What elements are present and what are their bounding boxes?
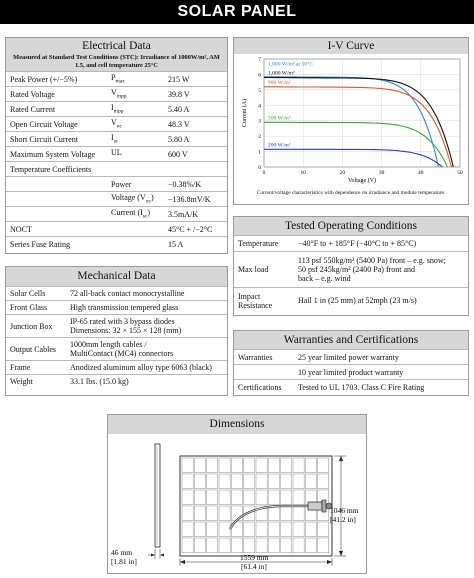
solar-cell xyxy=(268,506,279,521)
warranties-row xyxy=(234,379,468,394)
operating-row xyxy=(234,235,468,251)
electrical-row-symbol xyxy=(111,118,168,130)
mechanical-row-label-line: Output Cables xyxy=(10,344,56,354)
operating-row-value-line: −40°F to + 185°F (−40°C to + 85°C) xyxy=(298,239,417,248)
solar-cell xyxy=(281,474,292,489)
dimensions-header: Dimensions xyxy=(108,415,366,434)
electrical-data-subheader: Measured at Standard Test Conditions (STC): Irradiance of 1000W/m², AM 1.5, and cell temperature 25°C xyxy=(6,54,227,71)
solar-cell xyxy=(207,490,218,505)
solar-cell xyxy=(281,490,292,505)
electrical-row-value: 48.3 V xyxy=(168,119,190,129)
solar-cell xyxy=(182,522,193,537)
iv-y-tick-label: 5 xyxy=(258,87,261,94)
electrical-tail-value: 15 A xyxy=(168,239,184,249)
temp-coefficient-label xyxy=(111,180,168,189)
solar-cell xyxy=(231,538,242,553)
solar-cell xyxy=(281,522,292,537)
operating-conditions-header: Tested Operating Conditions xyxy=(234,217,468,235)
temp-coefficient-label xyxy=(111,208,168,220)
width-in-label: [61.4 in] xyxy=(241,562,267,571)
iv-y-tick-label: 1 xyxy=(258,149,261,156)
warranties-row-label-line: Certifications xyxy=(238,382,282,392)
iv-series-label: 1,000 W/m² xyxy=(267,70,295,77)
electrical-row-value: 5.40 A xyxy=(168,104,190,114)
electrical-row-value: 600 V xyxy=(168,149,188,159)
temp-coefficient-label xyxy=(111,193,168,205)
warranties-row-value xyxy=(294,383,468,392)
solar-cell xyxy=(207,538,218,553)
electrical-row-symbol-sub: oc xyxy=(116,123,122,130)
solar-cell xyxy=(244,522,255,537)
temp-coefficients-row xyxy=(6,161,227,176)
mechanical-row-value-line: 72 all-back contact monocrystalline xyxy=(70,289,185,298)
iv-x-tick-label: 10 xyxy=(300,170,306,176)
warranties-row-value-line: Tested to UL 1703. Class C Fire Rating xyxy=(298,382,425,392)
mechanical-row xyxy=(6,360,227,374)
electrical-row-symbol xyxy=(111,148,168,160)
solar-cell xyxy=(318,522,329,537)
temp-coefficient-row xyxy=(6,206,227,221)
iv-y-tick-label: 7 xyxy=(258,57,261,63)
mechanical-row-label xyxy=(6,322,66,331)
solar-cell xyxy=(256,538,267,553)
height-in-label: [41.2 in] xyxy=(330,515,356,524)
operating-row xyxy=(234,287,468,313)
height-mm-label: 1046 mm xyxy=(330,506,359,515)
electrical-row-symbol xyxy=(111,103,168,115)
panel-side-profile xyxy=(155,444,160,547)
temp-coefficient-row xyxy=(6,176,227,191)
iv-curve-header: I-V Curve xyxy=(234,38,468,54)
temp-coefficients-label: Temperature Coefficients xyxy=(10,164,92,174)
solar-cell xyxy=(305,522,316,537)
mechanical-row-value-line: High transmission tempered glass xyxy=(70,303,179,312)
solar-cell xyxy=(182,458,193,473)
page-title: SOLAR PANEL xyxy=(0,0,474,24)
mechanical-row xyxy=(6,337,227,360)
solar-cell xyxy=(182,474,193,489)
mechanical-row-label-line: Solar Cells xyxy=(10,289,46,298)
solar-cell xyxy=(268,522,279,537)
electrical-row-symbol xyxy=(111,88,168,100)
temp-coefficient-row xyxy=(6,191,227,206)
solar-cell xyxy=(293,506,304,521)
operating-row xyxy=(234,251,468,287)
electrical-tail-row xyxy=(6,221,227,236)
solar-cell xyxy=(318,458,329,473)
solar-cell xyxy=(244,538,255,553)
iv-series-label: 200 W/m² xyxy=(267,142,291,149)
solar-cell xyxy=(182,538,193,553)
mechanical-row-value xyxy=(66,377,227,386)
operating-row-label-line: Impact xyxy=(238,291,261,301)
thickness-in-label: [1.81 in] xyxy=(111,557,137,566)
mechanical-row xyxy=(6,286,227,300)
operating-row-value xyxy=(294,239,468,248)
electrical-row-symbol-main: I xyxy=(111,133,114,143)
iv-series-label: 500 W/m² xyxy=(267,115,291,122)
mechanical-row-label xyxy=(6,289,66,298)
operating-row-label-line: Temperature xyxy=(238,239,279,248)
solar-cell xyxy=(293,522,304,537)
electrical-row-symbol-sub: max xyxy=(115,78,125,85)
electrical-row-symbol-sub: mpp xyxy=(116,93,127,100)
mechanical-row xyxy=(6,300,227,314)
electrical-row-label: Short Circuit Current xyxy=(10,134,78,144)
electrical-row-label: Peak Power (+/−5%) xyxy=(10,74,78,84)
solar-cell xyxy=(293,458,304,473)
electrical-row xyxy=(6,71,227,86)
warranties-header: Warranties and Certifications xyxy=(234,331,468,349)
electrical-row-label: Maximum System Voltage xyxy=(10,149,96,159)
electrical-row-symbol-main: UL xyxy=(111,148,122,158)
solar-cell xyxy=(256,458,267,473)
iv-y-axis-label: Current (A) xyxy=(242,98,248,128)
mechanical-row-value-line: IP-65 rated with 3 bypass diodes xyxy=(70,317,175,326)
temp-coefficient-label-main: Current (I xyxy=(111,208,143,218)
temp-coefficient-label-sub: oc xyxy=(145,198,151,205)
electrical-tail-label: Series Fuse Rating xyxy=(10,239,70,249)
electrical-row xyxy=(6,101,227,116)
solar-cell xyxy=(293,474,304,489)
solar-cell xyxy=(194,538,205,553)
iv-y-tick-label: 6 xyxy=(258,72,261,79)
temp-coefficient-value: −0.38%/K xyxy=(168,179,202,189)
solar-cell xyxy=(194,522,205,537)
solar-cell xyxy=(231,474,242,489)
mechanical-row xyxy=(6,314,227,337)
warranties-row-value-line: 10 year limited product warranty xyxy=(298,367,404,377)
warranties-row-label-line: Warranties xyxy=(238,352,273,362)
mechanical-row-value xyxy=(66,317,227,335)
electrical-row-label: Open Circuit Voltage xyxy=(10,119,78,129)
dimensions-drawing xyxy=(108,434,366,573)
solar-cell xyxy=(305,458,316,473)
electrical-row-symbol xyxy=(111,133,168,145)
electrical-row-symbol-main: P xyxy=(111,73,116,83)
solar-cell xyxy=(305,538,316,553)
iv-y-tick-label: 4 xyxy=(258,103,261,110)
mechanical-row-label xyxy=(6,377,66,386)
warranties-row xyxy=(234,349,468,364)
operating-row-value-line: 50 psf 245kg/m² (2400 Pa) front and xyxy=(298,265,416,274)
solar-cell xyxy=(219,474,230,489)
operating-conditions-panel xyxy=(233,216,469,316)
electrical-row-symbol-main: V xyxy=(111,88,117,98)
mechanical-row-value xyxy=(66,303,227,312)
solar-cell xyxy=(281,506,292,521)
dimensions-panel xyxy=(107,414,367,574)
iv-x-tick-label: 0 xyxy=(262,170,266,176)
solar-cell xyxy=(244,458,255,473)
iv-y-tick-label: 3 xyxy=(258,118,261,125)
electrical-row-symbol-main: V xyxy=(111,118,117,128)
electrical-row xyxy=(6,146,227,161)
mechanical-row-label-line: Front Glass xyxy=(10,303,48,312)
iv-x-axis-label: Voltage (V) xyxy=(347,178,377,184)
solar-cell xyxy=(244,490,255,505)
electrical-row-symbol-sub: sc xyxy=(113,138,119,145)
electrical-row-symbol xyxy=(111,73,168,85)
electrical-tail-value: 45°C + /−2°C xyxy=(168,224,213,234)
mechanical-row-label xyxy=(6,363,66,372)
mechanical-row-value-line: Dimensions: 32 × 155 × 128 (mm) xyxy=(70,326,182,335)
solar-cell xyxy=(268,458,279,473)
temp-coefficient-label-sub: sc xyxy=(142,213,148,220)
warranties-row-value xyxy=(294,353,468,362)
solar-cell xyxy=(194,474,205,489)
solar-cell xyxy=(318,474,329,489)
electrical-tail-row xyxy=(6,236,227,251)
electrical-row-symbol-sub: mpp xyxy=(113,108,124,115)
mechanical-row-value-line: 33.1 lbs. (15.0 kg) xyxy=(70,377,129,386)
iv-y-tick-label: 2 xyxy=(258,134,261,141)
solar-cell xyxy=(207,474,218,489)
electrical-row xyxy=(6,86,227,101)
solar-cell xyxy=(219,538,230,553)
electrical-row-label: Rated Current xyxy=(10,104,56,114)
solar-cell xyxy=(207,506,218,521)
warranties-row xyxy=(234,364,468,379)
warranties-row-value xyxy=(294,368,468,377)
warranties-row-label xyxy=(234,353,294,362)
mechanical-row-value xyxy=(66,340,227,358)
operating-row-value-line: Hail 1 in (25 mm) at 52mph (23 m/s) xyxy=(298,296,417,305)
warranties-panel xyxy=(233,330,469,396)
solar-cell xyxy=(268,538,279,553)
solar-cell xyxy=(182,506,193,521)
operating-row-value xyxy=(294,256,468,283)
solar-cell xyxy=(194,458,205,473)
operating-row-label xyxy=(234,292,294,310)
temp-coefficient-label-close: ) xyxy=(147,208,151,218)
solar-cell xyxy=(207,458,218,473)
iv-curve-chart xyxy=(234,54,468,190)
solar-cell xyxy=(293,490,304,505)
temp-coefficient-label-close: ) xyxy=(150,193,154,203)
mc4-connector xyxy=(308,502,322,510)
warranties-row-label xyxy=(234,383,294,392)
electrical-row xyxy=(6,116,227,131)
solar-cell xyxy=(256,522,267,537)
solar-cell xyxy=(219,506,230,521)
solar-cell xyxy=(305,474,316,489)
operating-row-label xyxy=(234,239,294,248)
electrical-row xyxy=(6,131,227,146)
electrical-row-label: Rated Voltage xyxy=(10,89,55,99)
solar-cell xyxy=(194,506,205,521)
iv-x-tick-label: 50 xyxy=(457,170,463,176)
solar-cell xyxy=(231,490,242,505)
electrical-data-panel xyxy=(5,37,228,254)
electrical-tail-label: NOCT xyxy=(10,224,32,234)
solar-cell xyxy=(207,522,218,537)
iv-x-tick-label: 30 xyxy=(378,170,385,176)
iv-series-label: 900 W/m² xyxy=(267,79,291,86)
width-mm-label: 1559 mm xyxy=(240,553,269,562)
mechanical-row-label xyxy=(6,303,66,312)
mechanical-row-value xyxy=(66,363,227,372)
mechanical-row-label-line: Weight xyxy=(10,377,33,386)
solar-cell xyxy=(256,490,267,505)
iv-curve-panel xyxy=(233,37,469,205)
electrical-data-header: Electrical Data xyxy=(6,38,227,54)
temp-coefficient-value: 3.5mA/K xyxy=(168,209,198,219)
operating-row-label-line: Resistance xyxy=(238,300,273,310)
solar-cell xyxy=(318,538,329,553)
temp-coefficient-label-main: Voltage (V xyxy=(111,193,146,203)
mechanical-row-label xyxy=(6,345,66,354)
solar-cell xyxy=(231,458,242,473)
solar-cell xyxy=(219,490,230,505)
electrical-row-value: 215 W xyxy=(168,74,190,84)
solar-cell xyxy=(244,474,255,489)
mechanical-row-label-line: Junction Box xyxy=(10,321,53,331)
electrical-row-value: 5.80 A xyxy=(168,134,190,144)
solar-cell xyxy=(231,506,242,521)
solar-cell xyxy=(194,490,205,505)
warranties-row-value-line: 25 year limited power warranty xyxy=(298,352,399,362)
operating-row-label-line: Max load xyxy=(238,265,269,274)
solar-cell xyxy=(281,458,292,473)
mechanical-data-panel xyxy=(5,266,228,396)
mechanical-row-value-line: MultiContact (MC4) connectors xyxy=(70,349,174,358)
iv-x-tick-label: 40 xyxy=(418,170,424,176)
mechanical-row-label-line: Frame xyxy=(10,363,31,372)
iv-curve-caption: Current/voltage characteristics with dependence on irradiance and module temperature. xyxy=(256,190,446,196)
solar-cell xyxy=(281,538,292,553)
solar-cell xyxy=(219,458,230,473)
solar-cell xyxy=(293,538,304,553)
solar-cell xyxy=(268,474,279,489)
mechanical-row-value-line: Anodized aluminum alloy type 6063 (black) xyxy=(70,363,212,372)
solar-cell xyxy=(268,490,279,505)
iv-series-label: 1,000 W/m² at 50°C xyxy=(267,61,314,68)
solar-cell xyxy=(256,474,267,489)
iv-y-tick-label: 0 xyxy=(258,165,261,171)
mechanical-row xyxy=(6,374,227,388)
mechanical-row-value xyxy=(66,289,227,298)
solar-cell xyxy=(182,490,193,505)
thickness-mm-label: 46 mm xyxy=(111,548,133,557)
operating-row-value-line: back – e.g. wind xyxy=(298,274,351,283)
electrical-row-value: 39.8 V xyxy=(168,89,190,99)
mechanical-data-header: Mechanical Data xyxy=(6,267,227,286)
temp-coefficient-label-main: Power xyxy=(111,179,132,189)
temp-coefficient-value: −136.8mV/K xyxy=(168,194,211,204)
iv-x-tick-label: 20 xyxy=(339,170,346,176)
operating-row-value-line: 113 psf 550kg/m² (5400 Pa) front – e.g. snow; xyxy=(298,256,446,265)
electrical-row-symbol-main: I xyxy=(111,103,114,113)
solar-cell xyxy=(219,522,230,537)
operating-row-label xyxy=(234,265,294,274)
mechanical-row-value-line: 1000mm length cables / xyxy=(70,340,147,349)
operating-row-value xyxy=(294,296,468,305)
